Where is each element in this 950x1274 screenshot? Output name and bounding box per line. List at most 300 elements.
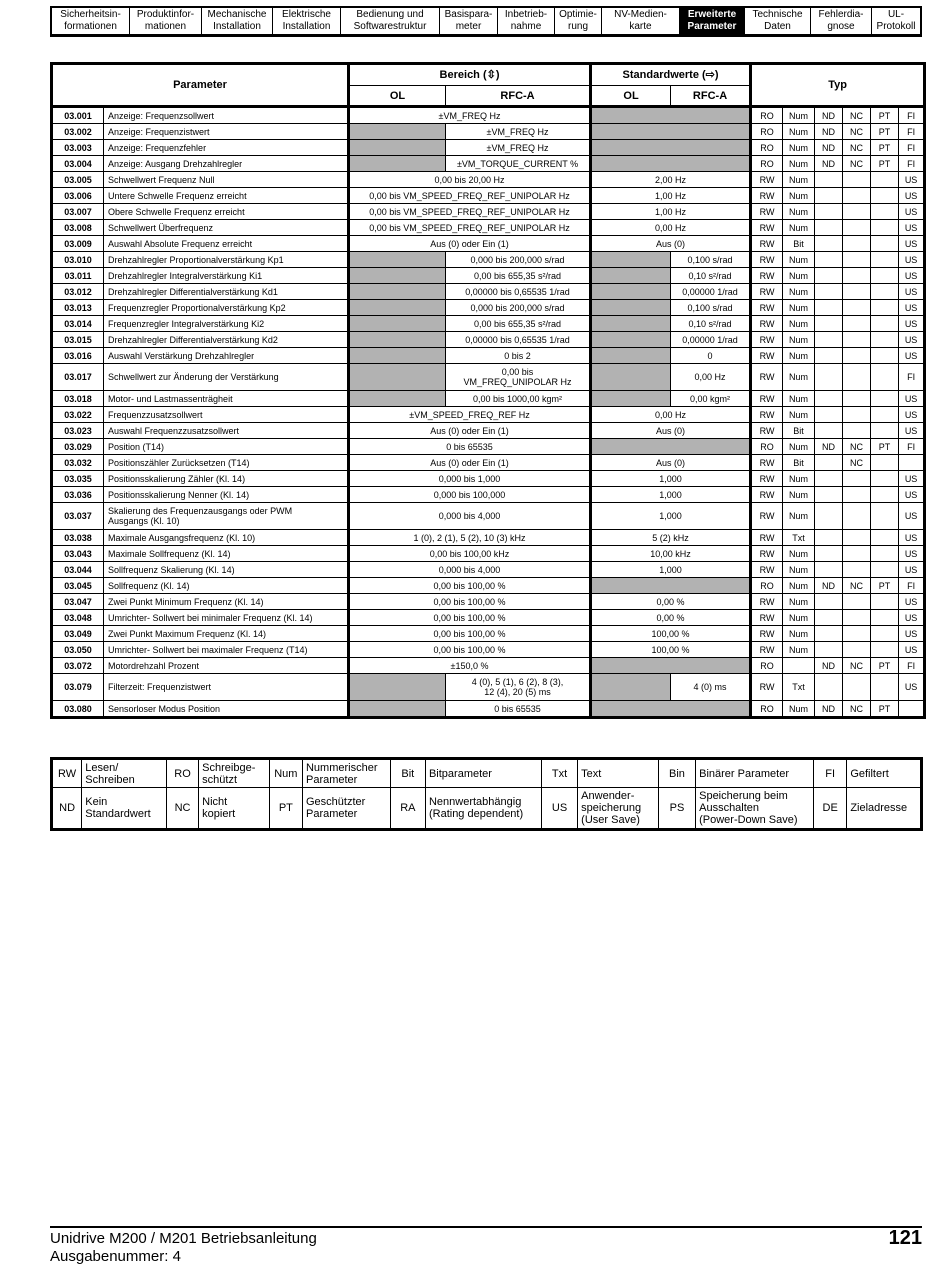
type-pt <box>871 268 899 284</box>
type-pt <box>871 471 899 487</box>
type-nc <box>843 284 871 300</box>
default-value: 1,000 <box>591 471 751 487</box>
type-save: US <box>899 236 925 252</box>
type-nc <box>843 172 871 188</box>
parameter-number: 03.015 <box>52 332 104 348</box>
type-save: US <box>899 332 925 348</box>
parameter-row <box>52 252 925 268</box>
legend-description: Anwender- speicherung (User Save) <box>578 788 659 830</box>
type-format: Num <box>783 188 815 204</box>
parameter-description: Schwellwert Frequenz Null <box>104 172 349 188</box>
type-access: RW <box>751 220 783 236</box>
type-save: US <box>899 626 925 642</box>
type-access: RW <box>751 674 783 701</box>
parameter-number: 03.044 <box>52 562 104 578</box>
header-defaults-ol: OL <box>591 86 671 107</box>
type-nd <box>815 204 843 220</box>
type-save: US <box>899 391 925 407</box>
type-save: FI <box>899 439 925 455</box>
type-access: RW <box>751 268 783 284</box>
type-format: Num <box>783 391 815 407</box>
type-save: US <box>899 471 925 487</box>
parameter-number: 03.080 <box>52 701 104 718</box>
default-na <box>591 701 751 718</box>
parameter-row <box>52 316 925 332</box>
legend-code: NC <box>166 788 198 830</box>
parameter-number: 03.002 <box>52 124 104 140</box>
type-pt <box>871 487 899 503</box>
parameter-description: Motor- und Lastmassenträgheit <box>104 391 349 407</box>
parameter-description: Drehzahlregler Proportionalverstärkung Kp1 <box>104 252 349 268</box>
type-save: FI <box>899 364 925 391</box>
default-value: Aus (0) <box>591 423 751 439</box>
type-format: Txt <box>783 530 815 546</box>
parameter-description: Auswahl Frequenzzusatzsollwert <box>104 423 349 439</box>
range-value: 0,00 bis VM_SPEED_FREQ_REF_UNIPOLAR Hz <box>349 188 591 204</box>
range-rfc-value: 4 (0), 5 (1), 6 (2), 8 (3), 12 (4), 20 (5) ms <box>446 674 591 701</box>
type-save: US <box>899 642 925 658</box>
default-na <box>591 140 751 156</box>
parameter-description: Filterzeit: Frequenzistwert <box>104 674 349 701</box>
parameter-row <box>52 455 925 471</box>
parameter-description: Anzeige: Ausgang Drehzahlregler <box>104 156 349 172</box>
parameter-number: 03.007 <box>52 204 104 220</box>
parameter-row <box>52 626 925 642</box>
type-format: Num <box>783 594 815 610</box>
type-nd <box>815 407 843 423</box>
parameter-number: 03.003 <box>52 140 104 156</box>
range-rfc-value: ±VM_FREQ Hz <box>446 140 591 156</box>
type-nd <box>815 423 843 439</box>
range-rfc-value: 0,00000 bis 0,65535 1/rad <box>446 332 591 348</box>
parameter-number: 03.029 <box>52 439 104 455</box>
nav-tab[interactable]: Technische Daten <box>745 8 811 34</box>
nav-tab[interactable]: NV-Medien- karte <box>602 8 680 34</box>
range-rfc-value: 0,00 bis 655,35 s²/rad <box>446 316 591 332</box>
legend-row <box>52 759 922 788</box>
default-na <box>591 658 751 674</box>
type-nd <box>815 300 843 316</box>
type-save: US <box>899 674 925 701</box>
type-format: Num <box>783 107 815 124</box>
type-nc <box>843 391 871 407</box>
type-access: RW <box>751 172 783 188</box>
type-nd: ND <box>815 124 843 140</box>
default-rfc-value: 0,00 Hz <box>671 364 751 391</box>
type-nc <box>843 487 871 503</box>
default-value: 1,000 <box>591 503 751 530</box>
range-value: 0,00 bis 100,00 % <box>349 626 591 642</box>
parameter-number: 03.072 <box>52 658 104 674</box>
type-save: US <box>899 252 925 268</box>
type-nc: NC <box>843 156 871 172</box>
type-nd <box>815 236 843 252</box>
type-nd <box>815 332 843 348</box>
type-pt <box>871 188 899 204</box>
chapter-nav <box>50 6 922 37</box>
parameter-number: 03.048 <box>52 610 104 626</box>
type-pt <box>871 252 899 268</box>
type-pt <box>871 284 899 300</box>
range-value: 0,000 bis 1,000 <box>349 471 591 487</box>
type-nc <box>843 626 871 642</box>
type-nc <box>843 530 871 546</box>
type-access: RW <box>751 471 783 487</box>
range-value: 0,00 bis VM_SPEED_FREQ_REF_UNIPOLAR Hz <box>349 204 591 220</box>
type-nd <box>815 562 843 578</box>
type-nd <box>815 471 843 487</box>
type-pt: PT <box>871 658 899 674</box>
type-pt: PT <box>871 124 899 140</box>
range-rfc-value: 0 bis 2 <box>446 348 591 364</box>
type-save <box>899 455 925 471</box>
type-access: RW <box>751 300 783 316</box>
default-rfc-value: 0,100 s/rad <box>671 300 751 316</box>
parameter-number: 03.006 <box>52 188 104 204</box>
type-access: RW <box>751 204 783 220</box>
type-nd <box>815 188 843 204</box>
nav-tab[interactable]: Basispara- meter <box>440 8 498 34</box>
type-nd <box>815 546 843 562</box>
legend-description: Lesen/ Schreiben <box>82 759 167 788</box>
type-pt <box>871 348 899 364</box>
default-value: 1,000 <box>591 562 751 578</box>
parameter-description: Motordrehzahl Prozent <box>104 658 349 674</box>
parameter-description: Umrichter- Sollwert bei maximaler Frequenz (T14) <box>104 642 349 658</box>
range-ol-na <box>349 252 446 268</box>
legend-description: Zieladresse <box>847 788 922 830</box>
type-nd <box>815 172 843 188</box>
range-rfc-value: 0,000 bis 200,000 s/rad <box>446 252 591 268</box>
type-nd: ND <box>815 156 843 172</box>
parameter-number: 03.008 <box>52 220 104 236</box>
parameter-row <box>52 578 925 594</box>
type-nc <box>843 503 871 530</box>
parameter-description: Auswahl Verstärkung Drehzahlregler <box>104 348 349 364</box>
type-nd <box>815 610 843 626</box>
type-save: US <box>899 284 925 300</box>
parameter-row <box>52 642 925 658</box>
parameter-description: Anzeige: Frequenzistwert <box>104 124 349 140</box>
type-save: US <box>899 220 925 236</box>
type-nd <box>815 284 843 300</box>
range-ol-na <box>349 268 446 284</box>
legend-code: PT <box>269 788 302 830</box>
parameter-description: Anzeige: Frequenzfehler <box>104 140 349 156</box>
type-nc <box>843 610 871 626</box>
type-format: Num <box>783 348 815 364</box>
parameter-number: 03.001 <box>52 107 104 124</box>
type-nd <box>815 642 843 658</box>
default-na <box>591 156 751 172</box>
type-nc: NC <box>843 455 871 471</box>
nav-tab[interactable]: Inbetrieb- nahme <box>498 8 555 34</box>
legend-code: DE <box>814 788 847 830</box>
legend-description: Nennwertabhängig (Rating dependent) <box>425 788 541 830</box>
type-format: Num <box>783 701 815 718</box>
parameter-row <box>52 204 925 220</box>
parameter-row <box>52 423 925 439</box>
type-format: Num <box>783 124 815 140</box>
parameter-number: 03.043 <box>52 546 104 562</box>
legend-row <box>52 788 922 830</box>
header-range-rfc: RFC-A <box>446 86 591 107</box>
type-nd: ND <box>815 658 843 674</box>
type-pt <box>871 626 899 642</box>
type-access: RW <box>751 610 783 626</box>
default-ol-na <box>591 268 671 284</box>
type-access: RW <box>751 364 783 391</box>
type-save: US <box>899 407 925 423</box>
type-pt <box>871 503 899 530</box>
type-access: RW <box>751 252 783 268</box>
nav-tab[interactable]: Elektrische Installation <box>273 8 341 34</box>
type-access: RW <box>751 236 783 252</box>
parameter-description: Zwei Punkt Maximum Frequenz (Kl. 14) <box>104 626 349 642</box>
type-save: FI <box>899 140 925 156</box>
type-format: Num <box>783 204 815 220</box>
type-access: RO <box>751 439 783 455</box>
type-nc <box>843 300 871 316</box>
range-value: 0,00 bis VM_SPEED_FREQ_REF_UNIPOLAR Hz <box>349 220 591 236</box>
range-rfc-value: 0,00 bis VM_FREQ_UNIPOLAR Hz <box>446 364 591 391</box>
parameter-row <box>52 530 925 546</box>
type-nc <box>843 674 871 701</box>
legend-description: Kein Standardwert <box>82 788 167 830</box>
range-ol-na <box>349 348 446 364</box>
type-access: RW <box>751 546 783 562</box>
parameter-description: Positionsskalierung Nenner (Kl. 14) <box>104 487 349 503</box>
type-nc: NC <box>843 658 871 674</box>
type-access: RW <box>751 284 783 300</box>
nav-tab[interactable]: Bedienung und Softwarestruktur <box>341 8 440 34</box>
range-rfc-value: 0,00000 bis 0,65535 1/rad <box>446 284 591 300</box>
type-nd: ND <box>815 140 843 156</box>
default-value: 1,00 Hz <box>591 204 751 220</box>
type-nc <box>843 220 871 236</box>
range-value: Aus (0) oder Ein (1) <box>349 423 591 439</box>
legend-code: PS <box>658 788 695 830</box>
parameter-number: 03.050 <box>52 642 104 658</box>
range-ol-na <box>349 391 446 407</box>
parameter-row <box>52 562 925 578</box>
parameter-row <box>52 300 925 316</box>
default-na <box>591 107 751 124</box>
parameter-description: Drehzahlregler Differentialverstärkung Kd2 <box>104 332 349 348</box>
type-save: US <box>899 316 925 332</box>
nav-tab[interactable]: UL- Protokoll <box>876 9 916 32</box>
header-range-ol: OL <box>349 86 446 107</box>
type-access: RW <box>751 626 783 642</box>
type-pt <box>871 530 899 546</box>
parameter-number: 03.047 <box>52 594 104 610</box>
default-rfc-value: 0,10 s²/rad <box>671 316 751 332</box>
default-rfc-value: 4 (0) ms <box>671 674 751 701</box>
nav-tab[interactable]: Fehlerdia- gnose <box>811 8 872 34</box>
parameter-number: 03.010 <box>52 252 104 268</box>
legend-description: Geschützter Parameter <box>302 788 390 830</box>
header-defaults-rfc: RFC-A <box>671 86 751 107</box>
type-access: RW <box>751 562 783 578</box>
nav-tab[interactable]: Produktinfor- mationen <box>130 8 202 34</box>
type-format: Num <box>783 252 815 268</box>
range-value: ±VM_SPEED_FREQ_REF Hz <box>349 407 591 423</box>
type-nd <box>815 594 843 610</box>
nav-tab[interactable]: Erweiterte Parameter <box>680 8 745 34</box>
parameter-number: 03.035 <box>52 471 104 487</box>
range-ol-na <box>349 332 446 348</box>
parameter-row <box>52 610 925 626</box>
type-access: RO <box>751 701 783 718</box>
range-value: 0,000 bis 100,000 <box>349 487 591 503</box>
range-value: ±150,0 % <box>349 658 591 674</box>
default-ol-na <box>591 364 671 391</box>
type-nd <box>815 268 843 284</box>
default-value: 0,00 Hz <box>591 407 751 423</box>
parameter-description: Sollfrequenz (Kl. 14) <box>104 578 349 594</box>
type-save: US <box>899 594 925 610</box>
range-value: 0,00 bis 100,00 % <box>349 578 591 594</box>
parameter-number: 03.016 <box>52 348 104 364</box>
type-access: RW <box>751 407 783 423</box>
parameter-description: Drehzahlregler Integralverstärkung Ki1 <box>104 268 349 284</box>
range-value: 0,00 bis 100,00 % <box>349 594 591 610</box>
range-rfc-value: ±VM_FREQ Hz <box>446 124 591 140</box>
nav-tab[interactable]: Sicherheitsin- formationen <box>52 8 130 34</box>
type-access: RW <box>751 316 783 332</box>
type-nd <box>815 487 843 503</box>
default-rfc-value: 0,10 s²/rad <box>671 268 751 284</box>
header-range: Bereich (⇳) <box>349 64 591 86</box>
parameter-description: Position (T14) <box>104 439 349 455</box>
default-value: 1,000 <box>591 487 751 503</box>
type-pt: PT <box>871 439 899 455</box>
type-pt <box>871 204 899 220</box>
type-format: Num <box>783 332 815 348</box>
type-nc <box>843 268 871 284</box>
default-rfc-value: 0,00000 1/rad <box>671 332 751 348</box>
parameter-row <box>52 284 925 300</box>
range-value: Aus (0) oder Ein (1) <box>349 236 591 252</box>
default-ol-na <box>591 348 671 364</box>
legend-description: Speicherung beim Ausschalten (Power-Down Save) <box>696 788 814 830</box>
type-pt <box>871 220 899 236</box>
type-format: Num <box>783 316 815 332</box>
parameter-row <box>52 124 925 140</box>
range-rfc-value: 0,00 bis 1000,00 kgm² <box>446 391 591 407</box>
default-value: 0,00 % <box>591 594 751 610</box>
parameter-description: Maximale Ausgangsfrequenz (Kl. 10) <box>104 530 349 546</box>
range-rfc-value: 0,000 bis 200,000 s/rad <box>446 300 591 316</box>
type-pt <box>871 300 899 316</box>
type-access: RO <box>751 140 783 156</box>
parameter-row <box>52 471 925 487</box>
type-pt: PT <box>871 701 899 718</box>
parameter-number: 03.014 <box>52 316 104 332</box>
type-access: RO <box>751 156 783 172</box>
range-ol-na <box>349 674 446 701</box>
type-nc <box>843 594 871 610</box>
parameter-row <box>52 268 925 284</box>
type-nd <box>815 391 843 407</box>
legend-description: Text <box>578 759 659 788</box>
range-ol-na <box>349 284 446 300</box>
type-format: Num <box>783 642 815 658</box>
type-nc <box>843 316 871 332</box>
type-nc <box>843 332 871 348</box>
type-format: Num <box>783 172 815 188</box>
footer-title: Unidrive M200 / M201 Betriebsanleitung <box>50 1230 317 1247</box>
type-pt <box>871 236 899 252</box>
type-nc <box>843 236 871 252</box>
type-access: RO <box>751 124 783 140</box>
range-rfc-value: 0 bis 65535 <box>446 701 591 718</box>
default-ol-na <box>591 674 671 701</box>
default-value: 2,00 Hz <box>591 172 751 188</box>
type-nc: NC <box>843 107 871 124</box>
type-save: FI <box>899 124 925 140</box>
type-nd <box>815 455 843 471</box>
type-nc: NC <box>843 701 871 718</box>
type-nd <box>815 674 843 701</box>
default-na <box>591 578 751 594</box>
type-save: US <box>899 172 925 188</box>
parameter-number: 03.023 <box>52 423 104 439</box>
type-pt <box>871 546 899 562</box>
header-defaults: Standardwerte (⇨) <box>591 64 751 86</box>
range-value: ±VM_FREQ Hz <box>349 107 591 124</box>
default-ol-na <box>591 284 671 300</box>
type-nc <box>843 252 871 268</box>
nav-tab[interactable]: Optimie- rung <box>555 8 602 34</box>
type-pt <box>871 423 899 439</box>
parameter-row <box>52 701 925 718</box>
legend-description: Gefiltert <box>847 759 922 788</box>
parameter-number: 03.004 <box>52 156 104 172</box>
default-ol-na <box>591 252 671 268</box>
legend-description: Binärer Parameter <box>696 759 814 788</box>
default-na <box>591 439 751 455</box>
parameter-number: 03.017 <box>52 364 104 391</box>
type-nc <box>843 642 871 658</box>
type-access: RW <box>751 391 783 407</box>
type-access: RW <box>751 503 783 530</box>
parameter-description: Untere Schwelle Frequenz erreicht <box>104 188 349 204</box>
type-format: Bit <box>783 455 815 471</box>
parameter-number: 03.045 <box>52 578 104 594</box>
type-pt <box>871 674 899 701</box>
type-nd <box>815 316 843 332</box>
range-ol-na <box>349 124 446 140</box>
legend-code: Bin <box>658 759 695 788</box>
type-format: Num <box>783 140 815 156</box>
type-access: RO <box>751 658 783 674</box>
header-parameter: Parameter <box>52 64 349 107</box>
parameter-description: Schwellwert zur Änderung der Verstärkung <box>104 364 349 391</box>
type-pt <box>871 364 899 391</box>
type-nd: ND <box>815 439 843 455</box>
parameter-row <box>52 674 925 701</box>
nav-tab[interactable]: Mechanische Installation <box>202 8 273 34</box>
type-save: US <box>899 188 925 204</box>
parameter-row <box>52 172 925 188</box>
type-nc <box>843 546 871 562</box>
parameter-number: 03.037 <box>52 503 104 530</box>
type-pt: PT <box>871 156 899 172</box>
type-format: Num <box>783 503 815 530</box>
default-value: 1,00 Hz <box>591 188 751 204</box>
parameter-row <box>52 364 925 391</box>
